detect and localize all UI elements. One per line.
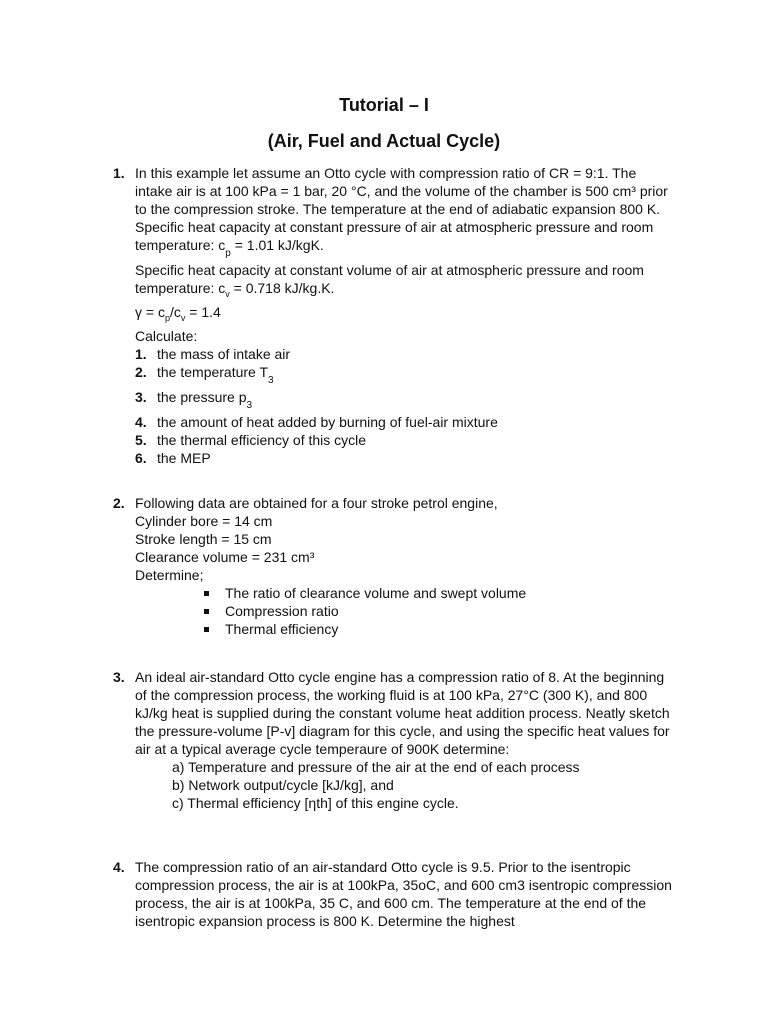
question-2-line: Determine; — [135, 567, 204, 583]
list-item: 4. the amount of heat added by burning of fuel-air mixture — [135, 414, 498, 430]
calculate-list — [135, 345, 673, 467]
question-2-line: Cylinder bore = 14 cm — [135, 513, 273, 529]
cv-definition: Specific heat capacity at constant volume of air at atmospheric pressure and room temperature: $c_v = 0.718$ kJ/kg.K. — [135, 262, 644, 299]
page-title: Tutorial – I — [339, 95, 429, 115]
question-number: 1. — [113, 165, 125, 181]
question-2-line: Following data are obtained for a four stroke petrol engine, — [135, 495, 498, 511]
question-4 — [113, 858, 673, 930]
question-1 — [113, 164, 673, 467]
question-2-line: Stroke length = 15 cm — [135, 531, 272, 547]
question-1-intro: In this example let assume an Otto cycle with compression ratio of CR = 9:1. The intake air is at 100 kPa = 1 bar, 20 °C, and the volume of the chamber is 500 cm³ prior to the compression stroke. The temperature at the end of adiabatic expansion 800 K. — [135, 165, 668, 217]
list-item: 2. the temperature $T_3$ — [135, 364, 274, 386]
cp-definition: Specific heat capacity at constant pressure of air at atmospheric pressure and room temperature: $c_p = 1.01$ kJ/kgK. — [135, 219, 654, 259]
question-number: 4. — [113, 859, 125, 875]
question-3-part: b) Network output/cycle [kJ/kg], and — [172, 777, 394, 793]
list-item: 6. the MEP — [135, 450, 211, 466]
determine-list — [203, 584, 673, 638]
question-3-part: c) Thermal efficiency [ηth] of this engine cycle. — [172, 795, 459, 811]
question-4-text: The compression ratio of an air-standard Otto cycle is 9.5. Prior to the isentropic compression process, the air is at 100kPa, 35oC, and 600 cm3 isentropic compression process, the air is at 100kPa, 35 C, and 600 cm. The temperature at the end of the isentropic expansion process is 800 K. Determine the highest — [135, 859, 672, 929]
list-item: Compression ratio — [203, 602, 673, 620]
question-2-line: Clearance volume = 231 cm³ — [135, 549, 315, 565]
gamma-definition: $\gamma = c_p/c_v = 1.4$ — [135, 304, 221, 323]
question-3-part: a) Temperature and pressure of the air at the end of each process — [172, 759, 580, 775]
calculate-label: Calculate: — [135, 328, 198, 344]
question-2 — [113, 494, 673, 638]
list-item: 5. the thermal efficiency of this cycle — [135, 432, 367, 448]
list-item: 3. the pressure $p_3$ — [135, 389, 253, 411]
list-item: The ratio of clearance volume and swept volume — [203, 584, 673, 602]
question-number: 3. — [113, 669, 125, 685]
list-item: Thermal efficiency — [203, 620, 673, 638]
page-subtitle: (Air, Fuel and Actual Cycle) — [267, 131, 501, 151]
question-3 — [113, 668, 673, 812]
question-3-intro: An ideal air-standard Otto cycle engine has a compression ratio of 8. At the beginning of the compression process, the working fluid is at 100 kPa, 27°C (300 K), and 800 kJ/kg heat is supplied during the constant volume heat addition process. Neatly sketch the pressure-volume [P-v] diagram for this cycle, and using the specific heat values for air at a typical average cycle temperaure of 900K determine: — [135, 669, 670, 757]
list-item: 1. the mass of intake air — [135, 346, 291, 362]
question-number: 2. — [113, 495, 125, 511]
